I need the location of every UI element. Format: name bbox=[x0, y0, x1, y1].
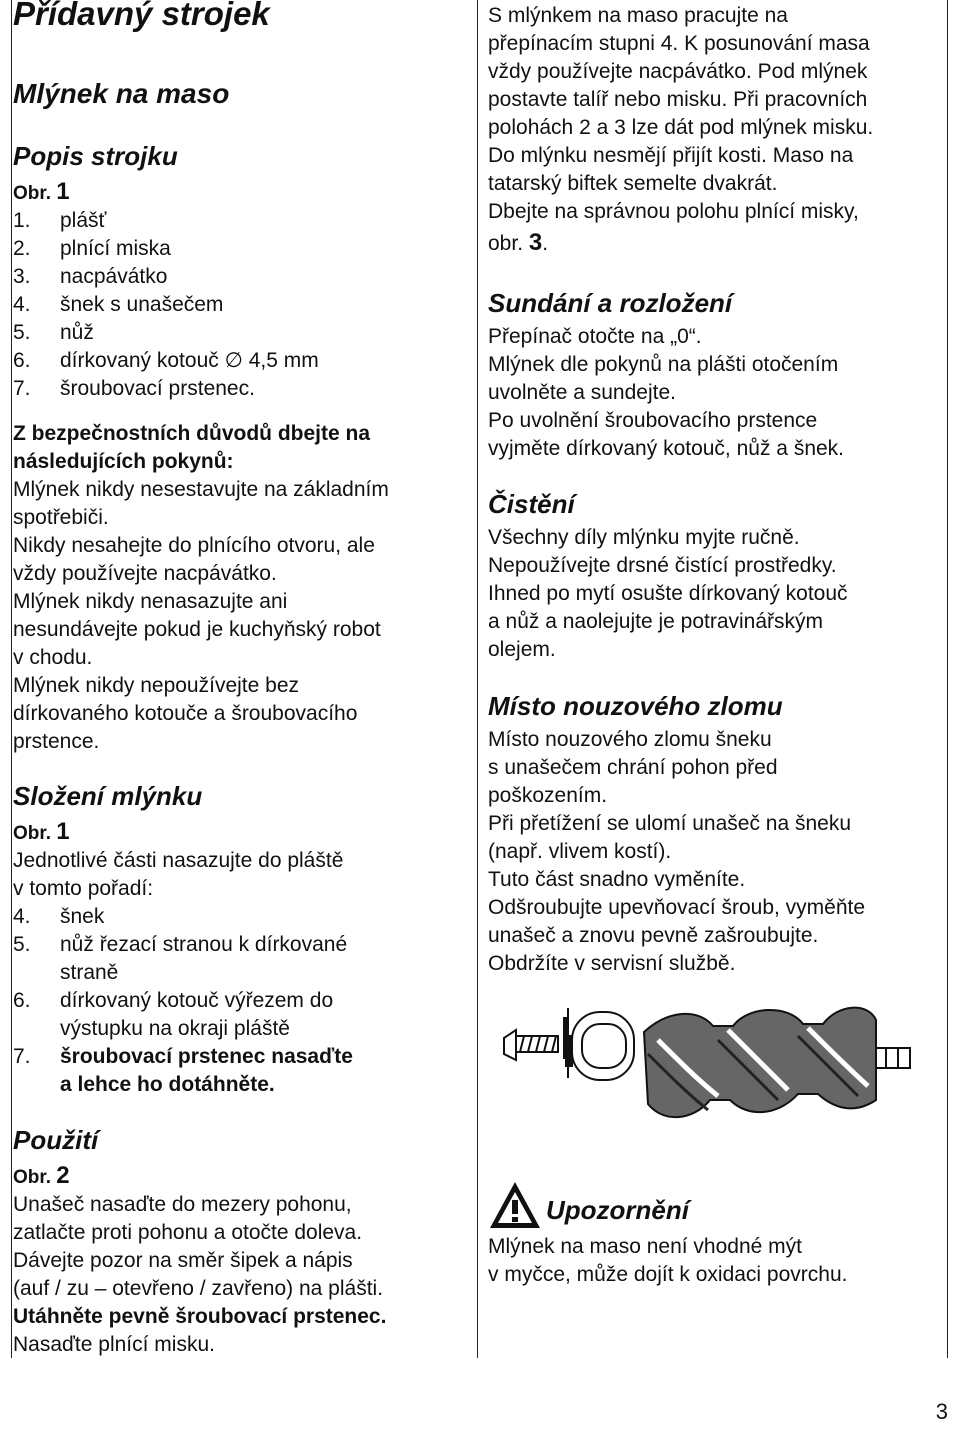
list-item: 2. plnící miska bbox=[13, 237, 171, 260]
figure-ref-label: Obr. bbox=[13, 1167, 52, 1188]
body-text: s unašečem chrání pohon před bbox=[488, 756, 778, 779]
list-item: 1. plášť bbox=[13, 209, 107, 232]
section-heading-pouziti: Použití bbox=[13, 1125, 99, 1155]
figure-ref-label: Obr. bbox=[13, 183, 52, 204]
section-heading-mlynek: Mlýnek na maso bbox=[13, 78, 230, 109]
body-text: v myčce, může dojít k oxidaci povrchu. bbox=[488, 1263, 848, 1286]
safety-text: prstence. bbox=[13, 730, 100, 753]
body-text: v tomto pořadí: bbox=[13, 877, 154, 900]
section-heading-cisteni: Čistění bbox=[488, 489, 575, 519]
body-text: postavte talíř nebo misku. Při pracovních bbox=[488, 88, 868, 111]
list-item: 5. nůž řezací stranou k dírkované bbox=[13, 933, 348, 956]
body-text-bold: Utáhněte pevně šroubovací prstenec. bbox=[13, 1305, 387, 1328]
coupler-icon bbox=[564, 1008, 634, 1080]
body-text: Všechny díly mlýnku myjte ručně. bbox=[488, 526, 800, 549]
figure-ref-label: obr. bbox=[488, 232, 524, 255]
auger-icon bbox=[644, 1008, 910, 1117]
right-margin-rule bbox=[947, 0, 948, 1358]
column-divider bbox=[477, 0, 478, 1358]
body-text: tatarský biftek semelte dvakrát. bbox=[488, 172, 778, 195]
body-text: Dávejte pozor na směr šipek a nápis bbox=[13, 1249, 353, 1272]
list-item: 4. šnek bbox=[13, 905, 105, 928]
body-text: Po uvolnění šroubovacího prstence bbox=[488, 409, 818, 432]
safety-text: Z bezpečnostních důvodů dbejte na bbox=[13, 422, 371, 445]
figure-ref-1 bbox=[13, 178, 70, 208]
safety-text: dírkovaného kotouče a šroubovacího bbox=[13, 702, 358, 725]
body-text: a nůž a naolejujte je potravinářským bbox=[488, 610, 824, 633]
body-text: Unašeč nasaďte do mezery pohonu, bbox=[13, 1193, 352, 1216]
body-text: unašeč a znovu pevně zašroubujte. bbox=[488, 924, 819, 947]
body-text: přepínacím stupni 4. K posunování masa bbox=[488, 32, 870, 55]
figure-ref-1 bbox=[13, 818, 70, 848]
section-heading-sundani: Sundání a rozložení bbox=[488, 288, 733, 318]
figure-ref-2 bbox=[13, 1162, 70, 1192]
body-text: poškozením. bbox=[488, 784, 608, 807]
body-text: olejem. bbox=[488, 638, 556, 661]
list-item: 5. nůž bbox=[13, 321, 94, 344]
body-text: Obdržíte v servisní službě. bbox=[488, 952, 736, 975]
list-item-continuation: a lehce ho dotáhněte. bbox=[60, 1073, 275, 1096]
page-number: 3 bbox=[935, 1399, 948, 1424]
warning-icon bbox=[488, 1180, 542, 1230]
body-text: Přepínač otočte na „0“. bbox=[488, 325, 702, 348]
figure-ref-number: 1 bbox=[56, 818, 70, 845]
body-text: (např. vlivem kostí). bbox=[488, 840, 672, 863]
section-heading-misto: Místo nouzového zlomu bbox=[488, 691, 783, 721]
body-text: (auf / zu – otevřeno / zavřeno) na plášti. bbox=[13, 1277, 384, 1300]
body-text: Nasaďte plnící misku. bbox=[13, 1333, 215, 1356]
screw-icon bbox=[504, 1030, 558, 1060]
body-text: vždy používejte nacpávátko. Pod mlýnek bbox=[488, 60, 868, 83]
body-text: Odšroubujte upevňovací šroub, vyměňte bbox=[488, 896, 866, 919]
safety-text: Mlýnek nikdy nesestavujte na základním bbox=[13, 478, 389, 501]
section-heading-upozorneni: Upozornění bbox=[546, 1195, 689, 1225]
body-text: Do mlýnku nesmějí přijít kosti. Maso na bbox=[488, 144, 854, 167]
list-item: 7. šroubovací prstenec. bbox=[13, 377, 255, 400]
body-text: vyjměte dírkovaný kotouč, nůž a šnek. bbox=[488, 437, 845, 460]
body-text: S mlýnkem na maso pracujte na bbox=[488, 4, 788, 27]
body-text: Při přetížení se ulomí unašeč na šneku bbox=[488, 812, 852, 835]
safety-text: spotřebiči. bbox=[13, 506, 109, 529]
body-text: Ihned po mytí osušte dírkovaný kotouč bbox=[488, 582, 848, 605]
body-text: Nepoužívejte drsné čistící prostředky. bbox=[488, 554, 837, 577]
figure-ref-number: 3 bbox=[528, 229, 543, 256]
body-text: zatlačte proti pohonu a otočte doleva. bbox=[13, 1221, 363, 1244]
body-text: Tuto část snadno vyměníte. bbox=[488, 868, 746, 891]
figure-ref-number: 2 bbox=[56, 1162, 70, 1189]
figure-ref-label: Obr. bbox=[13, 823, 52, 844]
body-text: polohách 2 a 3 lze dát pod mlýnek misku. bbox=[488, 116, 874, 139]
document-title: Přídavný strojek bbox=[13, 0, 270, 32]
body-text: Dbejte na správnou polohu plnící misky, bbox=[488, 200, 859, 223]
body-text: Místo nouzového zlomu šneku bbox=[488, 728, 772, 751]
list-item-continuation: výstupku na okraji pláště bbox=[60, 1017, 290, 1040]
left-margin-rule bbox=[11, 0, 12, 1358]
section-heading-slozeni: Složení mlýnku bbox=[13, 781, 203, 811]
figure-ref-number: 1 bbox=[56, 178, 70, 205]
figure-ref-3: obr. 3. bbox=[488, 229, 549, 256]
safety-text: v chodu. bbox=[13, 646, 93, 669]
list-item-continuation: straně bbox=[60, 961, 119, 984]
list-item: 7. šroubovací prstenec nasaďte bbox=[13, 1045, 353, 1068]
safety-text: vždy používejte nacpávátko. bbox=[13, 562, 277, 585]
safety-text: následujících pokynů: bbox=[13, 450, 234, 473]
body-text: Jednotlivé části nasazujte do pláště bbox=[13, 849, 344, 872]
body-text: Mlýnek na maso není vhodné mýt bbox=[488, 1235, 802, 1258]
section-heading-popis: Popis strojku bbox=[13, 141, 178, 171]
body-text: uvolněte a sundejte. bbox=[488, 381, 676, 404]
safety-text: Mlýnek nikdy nenasazujte ani bbox=[13, 590, 288, 613]
auger-illustration bbox=[498, 1000, 918, 1140]
list-item: 3. nacpávátko bbox=[13, 265, 168, 288]
list-item: 6. dírkovaný kotouč výřezem do bbox=[13, 989, 334, 1012]
body-text: Mlýnek dle pokynů na plášti otočením bbox=[488, 353, 839, 376]
safety-text: Nikdy nesahejte do plnícího otvoru, ale bbox=[13, 534, 375, 557]
safety-text: nesundávejte pokud je kuchyňský robot bbox=[13, 618, 381, 641]
safety-text: Mlýnek nikdy nepoužívejte bez bbox=[13, 674, 299, 697]
list-item: 4. šnek s unašečem bbox=[13, 293, 224, 316]
list-item: 6. dírkovaný kotouč ∅ 4,5 mm bbox=[13, 349, 319, 372]
